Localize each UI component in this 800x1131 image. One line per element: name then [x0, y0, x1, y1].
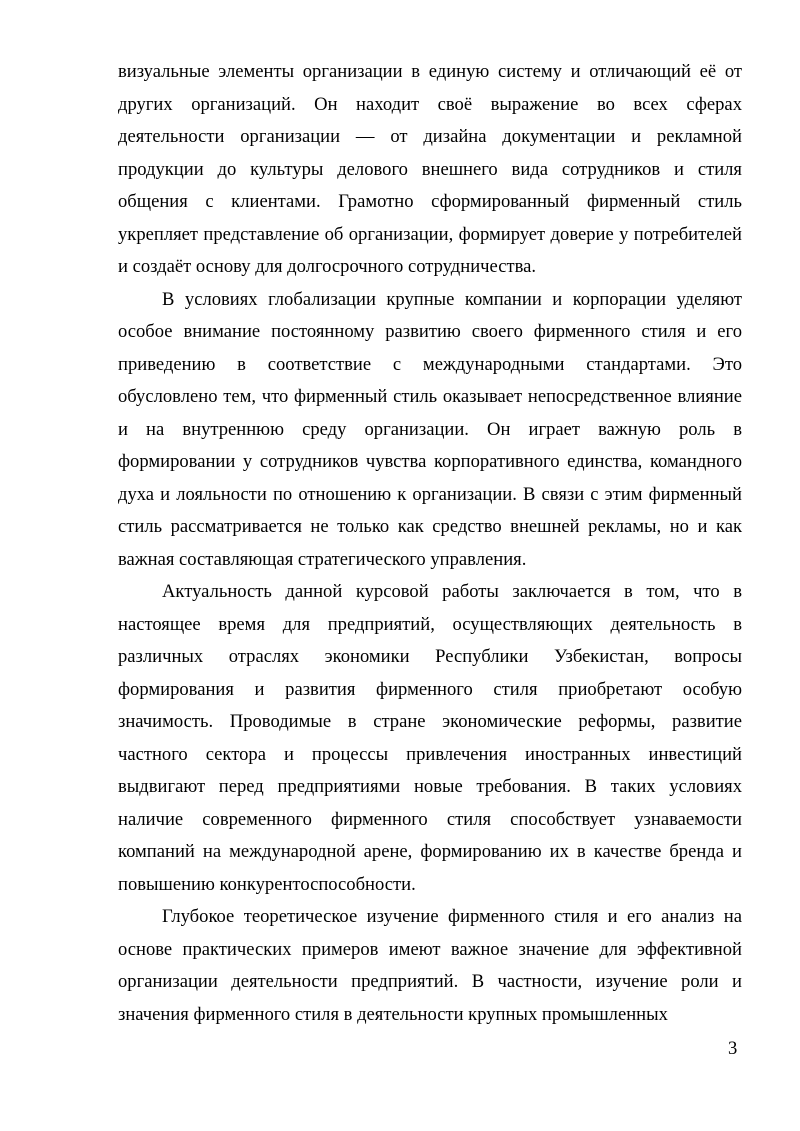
page-number: 3: [728, 1038, 738, 1059]
document-page: [118, 56, 742, 1031]
paragraph-relevance: Актуальность данной курсовой работы заключается в том, что в настоящее время для предприятий, осуществляющих деятельность в различных отраслях экономики Республики Узбекистан, вопросы формирования и развития фирменного стиля приобретают особую значимость. Проводимые в стране экономические реформы, развитие частного сектора и процессы привлечения иностранных инвестиций выдвигают перед предприятиями новые требования. В таких условиях наличие современного фирменного стиля способствует узнаваемости компаний на международной арене, формированию их в качестве бренда и повышению конкурентоспособности.: [118, 581, 742, 895]
paragraph-globalization: В условиях глобализации крупные компании и корпорации уделяют особое внимание постоянному развитию своего фирменного стиля и его приведению в соответствие с международными стандартами. Это обусловлено тем, что фирменный стиль оказывает непосредственное влияние и на внутреннюю среду организации. Он играет важную роль в формировании у сотрудников чувства корпоративного единства, командного духа и лояльности по отношению к организации. В связи с этим фирменный стиль рассматривается не только как средство внешней рекламы, но и как важная составляющая стратегического управления.: [118, 288, 742, 570]
paragraph-continuation: визуальные элементы организации в единую систему и отличающий её от других организаций. Он находит своё выражение во всех сферах деятельности организации — от дизайна документации и рекламной продукции до культуры делового внешнего вида сотрудников и стиля общения с клиентами. Грамотно сформированный фирменный стиль укрепляет представление об организации, формирует доверие у потребителей и создаёт основу для долгосрочного сотрудничества.: [118, 61, 742, 277]
paragraph-theoretical-study: Глубокое теоретическое изучение фирменного стиля и его анализ на основе практических примеров имеют важное значение для эффективной организации деятельности предприятий. В частности, изучение роли и значения фирменного стиля в деятельности крупных промышленных: [118, 906, 742, 1025]
